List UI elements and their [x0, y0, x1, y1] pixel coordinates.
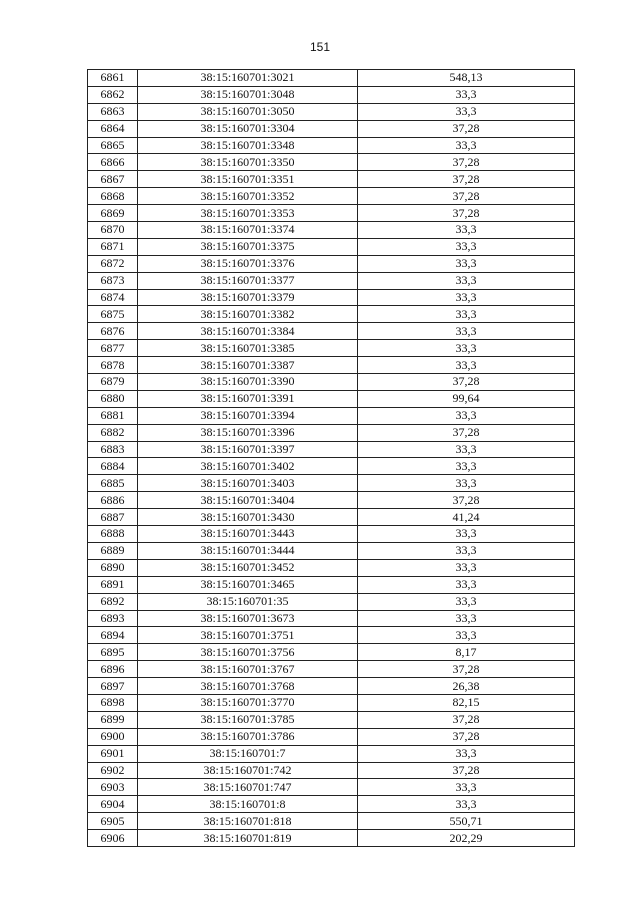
cadastral-number-cell: 38:15:160701:3394 — [138, 407, 358, 424]
area-cell: 33,3 — [358, 255, 575, 272]
table-row — [88, 86, 575, 103]
row-number-cell: 6882 — [88, 424, 138, 441]
area-cell: 37,28 — [358, 171, 575, 188]
table-row — [88, 526, 575, 543]
cadastral-number-cell: 38:15:160701:3304 — [138, 120, 358, 137]
area-cell: 33,3 — [358, 593, 575, 610]
area-cell: 99,64 — [358, 390, 575, 407]
table-row — [88, 154, 575, 171]
table-row — [88, 137, 575, 154]
area-cell: 33,3 — [358, 458, 575, 475]
row-number-cell: 6892 — [88, 593, 138, 610]
area-cell: 33,3 — [358, 323, 575, 340]
row-number-cell: 6891 — [88, 576, 138, 593]
table-row — [88, 255, 575, 272]
table-row — [88, 390, 575, 407]
area-cell: 37,28 — [358, 762, 575, 779]
cadastral-number-cell: 38:15:160701:3402 — [138, 458, 358, 475]
cadastral-number-cell: 38:15:160701:3353 — [138, 205, 358, 222]
cadastral-number-cell: 38:15:160701:3350 — [138, 154, 358, 171]
area-cell: 37,28 — [358, 424, 575, 441]
table-row — [88, 610, 575, 627]
area-cell: 550,71 — [358, 813, 575, 830]
table-row — [88, 644, 575, 661]
row-number-cell: 6885 — [88, 475, 138, 492]
cadastral-number-cell: 38:15:160701:3390 — [138, 374, 358, 391]
table-row — [88, 796, 575, 813]
area-cell: 202,29 — [358, 830, 575, 847]
table-row — [88, 711, 575, 728]
row-number-cell: 6877 — [88, 340, 138, 357]
area-cell: 33,3 — [358, 357, 575, 374]
table-row — [88, 694, 575, 711]
row-number-cell: 6893 — [88, 610, 138, 627]
table-row — [88, 779, 575, 796]
table-row — [88, 340, 575, 357]
area-cell: 33,3 — [358, 475, 575, 492]
table-row — [88, 678, 575, 695]
table-row — [88, 542, 575, 559]
table-row — [88, 441, 575, 458]
cadastral-number-cell: 38:15:160701:3377 — [138, 272, 358, 289]
area-cell: 33,3 — [358, 542, 575, 559]
table-row — [88, 272, 575, 289]
area-cell: 82,15 — [358, 694, 575, 711]
table-row — [88, 762, 575, 779]
cadastral-number-cell: 38:15:160701:3048 — [138, 86, 358, 103]
row-number-cell: 6867 — [88, 171, 138, 188]
row-number-cell: 6887 — [88, 509, 138, 526]
table-row — [88, 205, 575, 222]
cadastral-number-cell: 38:15:160701:3768 — [138, 678, 358, 695]
table-row — [88, 171, 575, 188]
cadastral-number-cell: 38:15:160701:3352 — [138, 188, 358, 205]
area-cell: 33,3 — [358, 306, 575, 323]
cadastral-number-cell: 38:15:160701:3465 — [138, 576, 358, 593]
cadastral-number-cell: 38:15:160701:3403 — [138, 475, 358, 492]
row-number-cell: 6881 — [88, 407, 138, 424]
row-number-cell: 6889 — [88, 542, 138, 559]
cadastral-number-cell: 38:15:160701:3391 — [138, 390, 358, 407]
row-number-cell: 6862 — [88, 86, 138, 103]
row-number-cell: 6864 — [88, 120, 138, 137]
row-number-cell: 6896 — [88, 661, 138, 678]
table-row — [88, 593, 575, 610]
cadastral-number-cell: 38:15:160701:3786 — [138, 728, 358, 745]
cadastral-number-cell: 38:15:160701:3375 — [138, 238, 358, 255]
cadastral-number-cell: 38:15:160701:818 — [138, 813, 358, 830]
area-cell: 41,24 — [358, 509, 575, 526]
cadastral-number-cell: 38:15:160701:3452 — [138, 559, 358, 576]
table-row — [88, 357, 575, 374]
row-number-cell: 6863 — [88, 103, 138, 120]
table-row — [88, 238, 575, 255]
cadastral-number-cell: 38:15:160701:3430 — [138, 509, 358, 526]
area-cell: 37,28 — [358, 120, 575, 137]
table-row — [88, 289, 575, 306]
cadastral-number-cell: 38:15:160701:3379 — [138, 289, 358, 306]
row-number-cell: 6895 — [88, 644, 138, 661]
cadastral-number-cell: 38:15:160701:819 — [138, 830, 358, 847]
area-cell: 37,28 — [358, 188, 575, 205]
cadastral-number-cell: 38:15:160701:3382 — [138, 306, 358, 323]
row-number-cell: 6878 — [88, 357, 138, 374]
row-number-cell: 6897 — [88, 678, 138, 695]
area-cell: 33,3 — [358, 222, 575, 239]
row-number-cell: 6902 — [88, 762, 138, 779]
cadastral-number-cell: 38:15:160701:3444 — [138, 542, 358, 559]
area-cell: 33,3 — [358, 576, 575, 593]
row-number-cell: 6870 — [88, 222, 138, 239]
row-number-cell: 6880 — [88, 390, 138, 407]
cadastral-number-cell: 38:15:160701:3374 — [138, 222, 358, 239]
cadastral-number-cell: 38:15:160701:3770 — [138, 694, 358, 711]
table-row — [88, 627, 575, 644]
table-row — [88, 475, 575, 492]
row-number-cell: 6866 — [88, 154, 138, 171]
table-row — [88, 576, 575, 593]
area-cell: 37,28 — [358, 661, 575, 678]
cadastral-number-cell: 38:15:160701:3756 — [138, 644, 358, 661]
row-number-cell: 6899 — [88, 711, 138, 728]
row-number-cell: 6874 — [88, 289, 138, 306]
page-number: 151 — [309, 40, 331, 54]
row-number-cell: 6872 — [88, 255, 138, 272]
area-cell: 33,3 — [358, 610, 575, 627]
table-row — [88, 120, 575, 137]
area-cell: 33,3 — [358, 340, 575, 357]
cadastral-number-cell: 38:15:160701:3050 — [138, 103, 358, 120]
row-number-cell: 6869 — [88, 205, 138, 222]
table-row — [88, 70, 575, 87]
table-row — [88, 458, 575, 475]
cadastral-number-cell: 38:15:160701:3396 — [138, 424, 358, 441]
table-row — [88, 374, 575, 391]
area-cell: 33,3 — [358, 272, 575, 289]
table-row — [88, 103, 575, 120]
row-number-cell: 6904 — [88, 796, 138, 813]
row-number-cell: 6900 — [88, 728, 138, 745]
row-number-cell: 6873 — [88, 272, 138, 289]
row-number-cell: 6886 — [88, 492, 138, 509]
area-cell: 33,3 — [358, 289, 575, 306]
cadastral-table — [87, 69, 575, 847]
table-row — [88, 509, 575, 526]
cadastral-number-cell: 38:15:160701:7 — [138, 745, 358, 762]
cadastral-number-cell: 38:15:160701:3404 — [138, 492, 358, 509]
area-cell: 8,17 — [358, 644, 575, 661]
area-cell: 33,3 — [358, 559, 575, 576]
row-number-cell: 6906 — [88, 830, 138, 847]
area-cell: 33,3 — [358, 238, 575, 255]
cadastral-number-cell: 38:15:160701:3785 — [138, 711, 358, 728]
row-number-cell: 6875 — [88, 306, 138, 323]
row-number-cell: 6894 — [88, 627, 138, 644]
area-cell: 33,3 — [358, 137, 575, 154]
area-cell: 33,3 — [358, 627, 575, 644]
cadastral-number-cell: 38:15:160701:3751 — [138, 627, 358, 644]
area-cell: 37,28 — [358, 205, 575, 222]
area-cell: 37,28 — [358, 711, 575, 728]
cadastral-number-cell: 38:15:160701:3348 — [138, 137, 358, 154]
table-row — [88, 407, 575, 424]
row-number-cell: 6883 — [88, 441, 138, 458]
table-row — [88, 323, 575, 340]
area-cell: 33,3 — [358, 779, 575, 796]
row-number-cell: 6871 — [88, 238, 138, 255]
cadastral-number-cell: 38:15:160701:3384 — [138, 323, 358, 340]
area-cell: 33,3 — [358, 745, 575, 762]
row-number-cell: 6888 — [88, 526, 138, 543]
area-cell: 548,13 — [358, 70, 575, 87]
table-row — [88, 492, 575, 509]
row-number-cell: 6905 — [88, 813, 138, 830]
table-row — [88, 661, 575, 678]
row-number-cell: 6876 — [88, 323, 138, 340]
cadastral-number-cell: 38:15:160701:742 — [138, 762, 358, 779]
area-cell: 33,3 — [358, 796, 575, 813]
table-row — [88, 813, 575, 830]
area-cell: 37,28 — [358, 154, 575, 171]
row-number-cell: 6901 — [88, 745, 138, 762]
row-number-cell: 6903 — [88, 779, 138, 796]
cadastral-number-cell: 38:15:160701:747 — [138, 779, 358, 796]
row-number-cell: 6884 — [88, 458, 138, 475]
cadastral-number-cell: 38:15:160701:3767 — [138, 661, 358, 678]
area-cell: 26,38 — [358, 678, 575, 695]
cadastral-number-cell: 38:15:160701:3376 — [138, 255, 358, 272]
table-row — [88, 188, 575, 205]
cadastral-number-cell: 38:15:160701:3351 — [138, 171, 358, 188]
table-row — [88, 424, 575, 441]
cadastral-number-cell: 38:15:160701:3443 — [138, 526, 358, 543]
area-cell: 33,3 — [358, 407, 575, 424]
row-number-cell: 6890 — [88, 559, 138, 576]
row-number-cell: 6868 — [88, 188, 138, 205]
cadastral-number-cell: 38:15:160701:3385 — [138, 340, 358, 357]
row-number-cell: 6898 — [88, 694, 138, 711]
cadastral-number-cell: 38:15:160701:8 — [138, 796, 358, 813]
area-cell: 33,3 — [358, 103, 575, 120]
area-cell: 37,28 — [358, 492, 575, 509]
area-cell: 37,28 — [358, 728, 575, 745]
table-body — [88, 70, 575, 847]
row-number-cell: 6861 — [88, 70, 138, 87]
cadastral-number-cell: 38:15:160701:35 — [138, 593, 358, 610]
table-row — [88, 306, 575, 323]
area-cell: 33,3 — [358, 526, 575, 543]
area-cell: 37,28 — [358, 374, 575, 391]
cadastral-number-cell: 38:15:160701:3021 — [138, 70, 358, 87]
table-row — [88, 728, 575, 745]
cadastral-number-cell: 38:15:160701:3397 — [138, 441, 358, 458]
table-row — [88, 222, 575, 239]
area-cell: 33,3 — [358, 441, 575, 458]
table-row — [88, 559, 575, 576]
cadastral-number-cell: 38:15:160701:3673 — [138, 610, 358, 627]
table-row — [88, 830, 575, 847]
row-number-cell: 6879 — [88, 374, 138, 391]
row-number-cell: 6865 — [88, 137, 138, 154]
cadastral-number-cell: 38:15:160701:3387 — [138, 357, 358, 374]
table-row — [88, 745, 575, 762]
area-cell: 33,3 — [358, 86, 575, 103]
